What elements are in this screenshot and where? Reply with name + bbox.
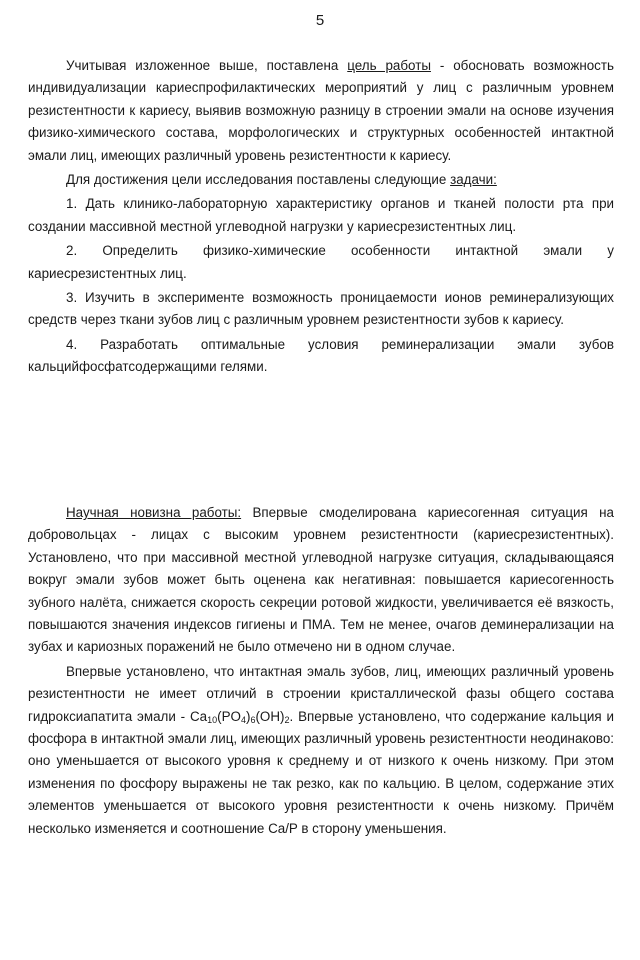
page-number: 5 [315, 12, 325, 29]
task-item: 2. Определить физико-химические особенности интактной эмали у кариесрезистентных лиц. [28, 243, 614, 281]
finding-post: . Впервые установлено, что содержание кальция и фосфора в интактной эмали лиц, имеющих различный уровень резистентности неодинаково: оно уменьшается от высокого уровня к среднему и от низкого к очень низкому. При этом изменения по фосфору выражены не так резко, как по кальцию. В целом, содержание этих элементов уменьшается от высокого уровня резистентности к очень низкому. Причём несколько изменяется и соотношение Ca/P в сторону уменьшения. [28, 708, 614, 836]
novelty-text: Впервые смоделирована кариесогенная ситуация на добровольцах - лицах с высоким уровнем резистентности (кариесрезистентных). Установлено, что при массивной местной углеводной нагрузке ситуация, складывающаяся вокруг эмали зубов может быть оценена как негативная: повышается кариесогенность зубного налёта, снижается скорость секреции ротовой жидкости, увеличивается её вязкость, повышаются значения индексов гигиены и ПМА. Тем не менее, очагов деминерализации на зубах и кариозных поражений не было отмечено ни в одном случае. [28, 505, 614, 655]
hydroxyapatite-formula: $Ca_{10}(PO_4)_6(OH)_2$ [190, 708, 290, 725]
novelty-label: Научная новизна работы: [66, 505, 242, 520]
tasks-intro [28, 169, 614, 191]
task-item: 3. Изучить в эксперименте возможность проницаемости ионов реминерализующих средств через ткани зубов лиц с различным уровнем резистентности зубов к кариесу. [28, 290, 614, 328]
goal-pre: Учитывая изложенное выше, поставлена [66, 58, 348, 73]
finding-pre: Впервые установлено, что интактная эмаль зубов, лиц, имеющих различный уровень резистентности не имеет отличий в строении кристаллической фазы общего состава гидроксиапатита эмали - [28, 663, 614, 724]
novelty-section [28, 502, 614, 840]
goal-post: - обосновать возможность индивидуализации кариеспрофилактических мероприятий у лиц с различным уровнем резистентности к кариесу, выявив возможную разницу в строении эмали на основе изучения физико-химического состава, морфологических и структурных особенностей интактной эмали лиц, имеющих различный уровень резистентности к кариесу. [28, 58, 614, 163]
tasks-intro-pre: Для достижения цели исследования поставлены следующие [66, 172, 451, 188]
task-item: 4. Разработать оптимальные условия реминерализации эмали зубов кальцийфосфатсодержащими гелями. [28, 336, 614, 375]
finding-paragraph [28, 661, 614, 840]
goals-section [28, 55, 614, 379]
goal-paragraph [28, 55, 614, 167]
task-item: 1. Дать клинико-лабораторную характеристику органов и тканей полости рта при создании массивной местной углеводной нагрузки у кариесрезистентных лиц. [28, 196, 614, 234]
tasks-label: задачи: [450, 172, 497, 188]
novelty-paragraph [28, 502, 614, 659]
goal-label: цель работы [347, 58, 431, 73]
